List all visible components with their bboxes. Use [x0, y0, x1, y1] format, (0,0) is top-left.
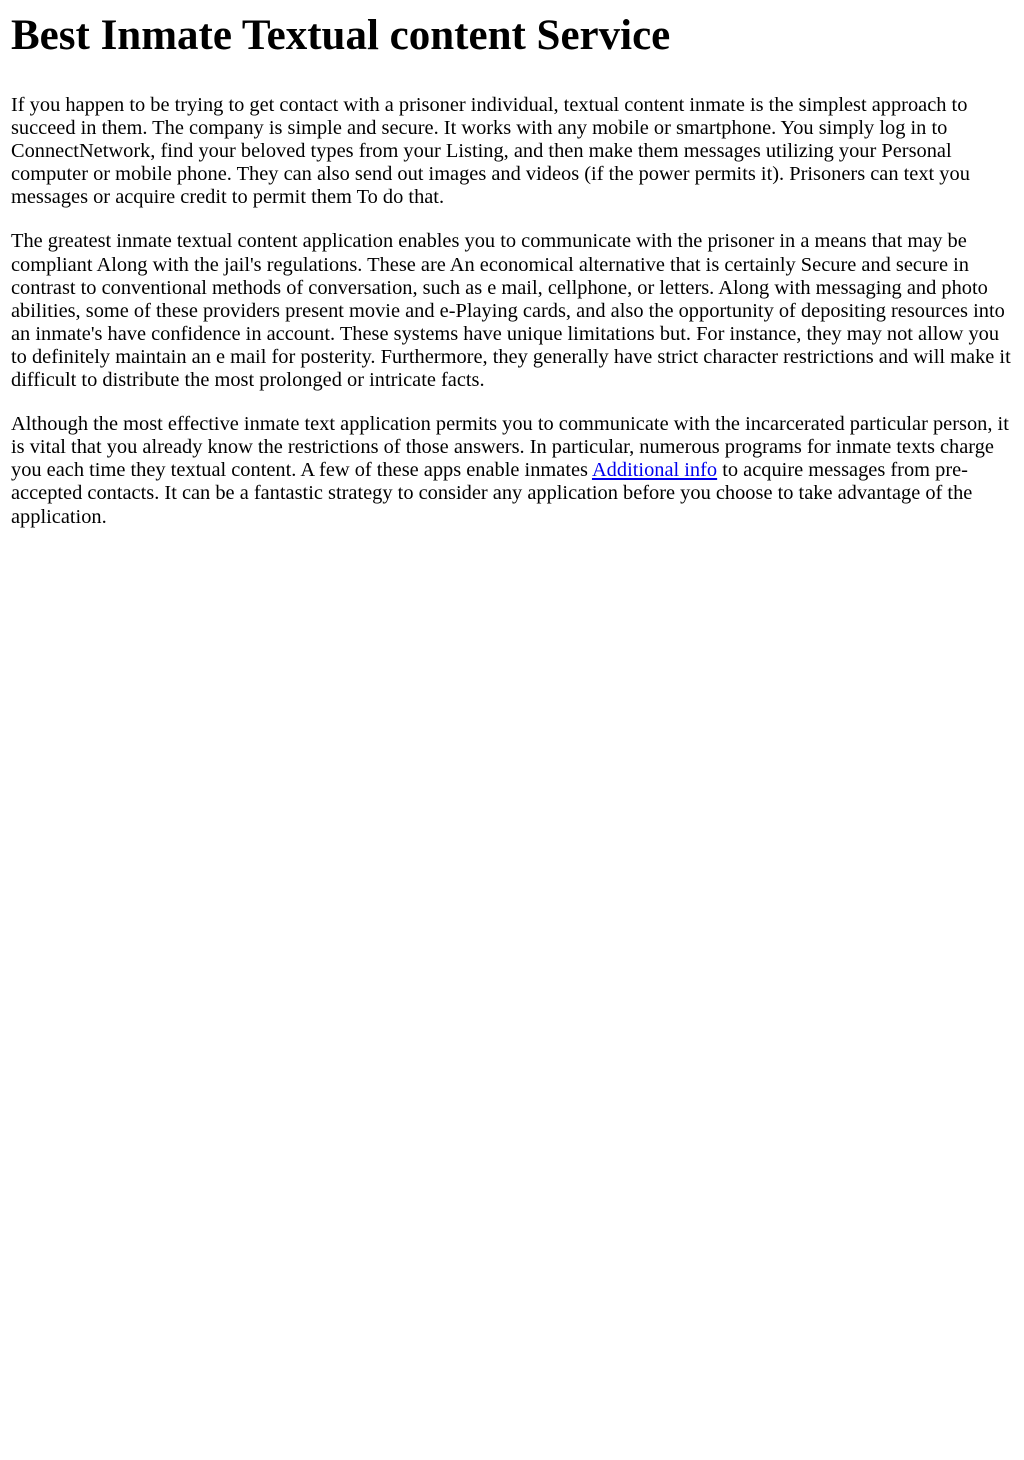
paragraph-3	[11, 413, 1013, 528]
paragraph-1: If you happen to be trying to get contact with a prisoner individual, textual content inmate is the simplest approach to succeed in them. The company is simple and secure. It works with any mobile or smartphone. You simply log in to ConnectNetwork, find your beloved types from your Listing, and then make them messages utilizing your Personal computer or mobile phone. They can also send out images and videos (if the power permits it). Prisoners can text you messages or acquire credit to permit them To do that.	[11, 94, 970, 209]
paragraph-2: The greatest inmate textual content application enables you to communicate with the prisoner in a means that may be compliant Along with the jail's regulations. These are An economical alternative that is certainly Secure and secure in contrast to conventional methods of conversation, such as e mail, cellphone, or letters. Along with messaging and photo abilities, some of these providers present movie and e-Playing cards, and also the opportunity of depositing resources into an inmate's have confidence in account. These systems have unique limitations but. For instance, they may not allow you to definitely maintain an e mail for posterity. Furthermore, they generally have strict character restrictions and will make it difficult to distribute the most prolonged or intricate facts.	[11, 230, 1011, 392]
additional-info-link[interactable]: Additional info	[591, 459, 718, 482]
page-title: Best Inmate Textual content Service	[11, 12, 671, 59]
paragraph-3-text-after-link: to acquire messages from pre-accepted contacts. It can be a fantastic strategy to consider any application before you choose to take advantage of the application.	[11, 459, 973, 528]
paragraph-3-text-before-link: Although the most effective inmate text application permits you to communicate with the incarcerated particular person, it is vital that you already know the restrictions of those answers. In particular, numerous programs for inmate texts charge you each time they textual content. A few of these apps enable inmates	[11, 413, 1009, 482]
